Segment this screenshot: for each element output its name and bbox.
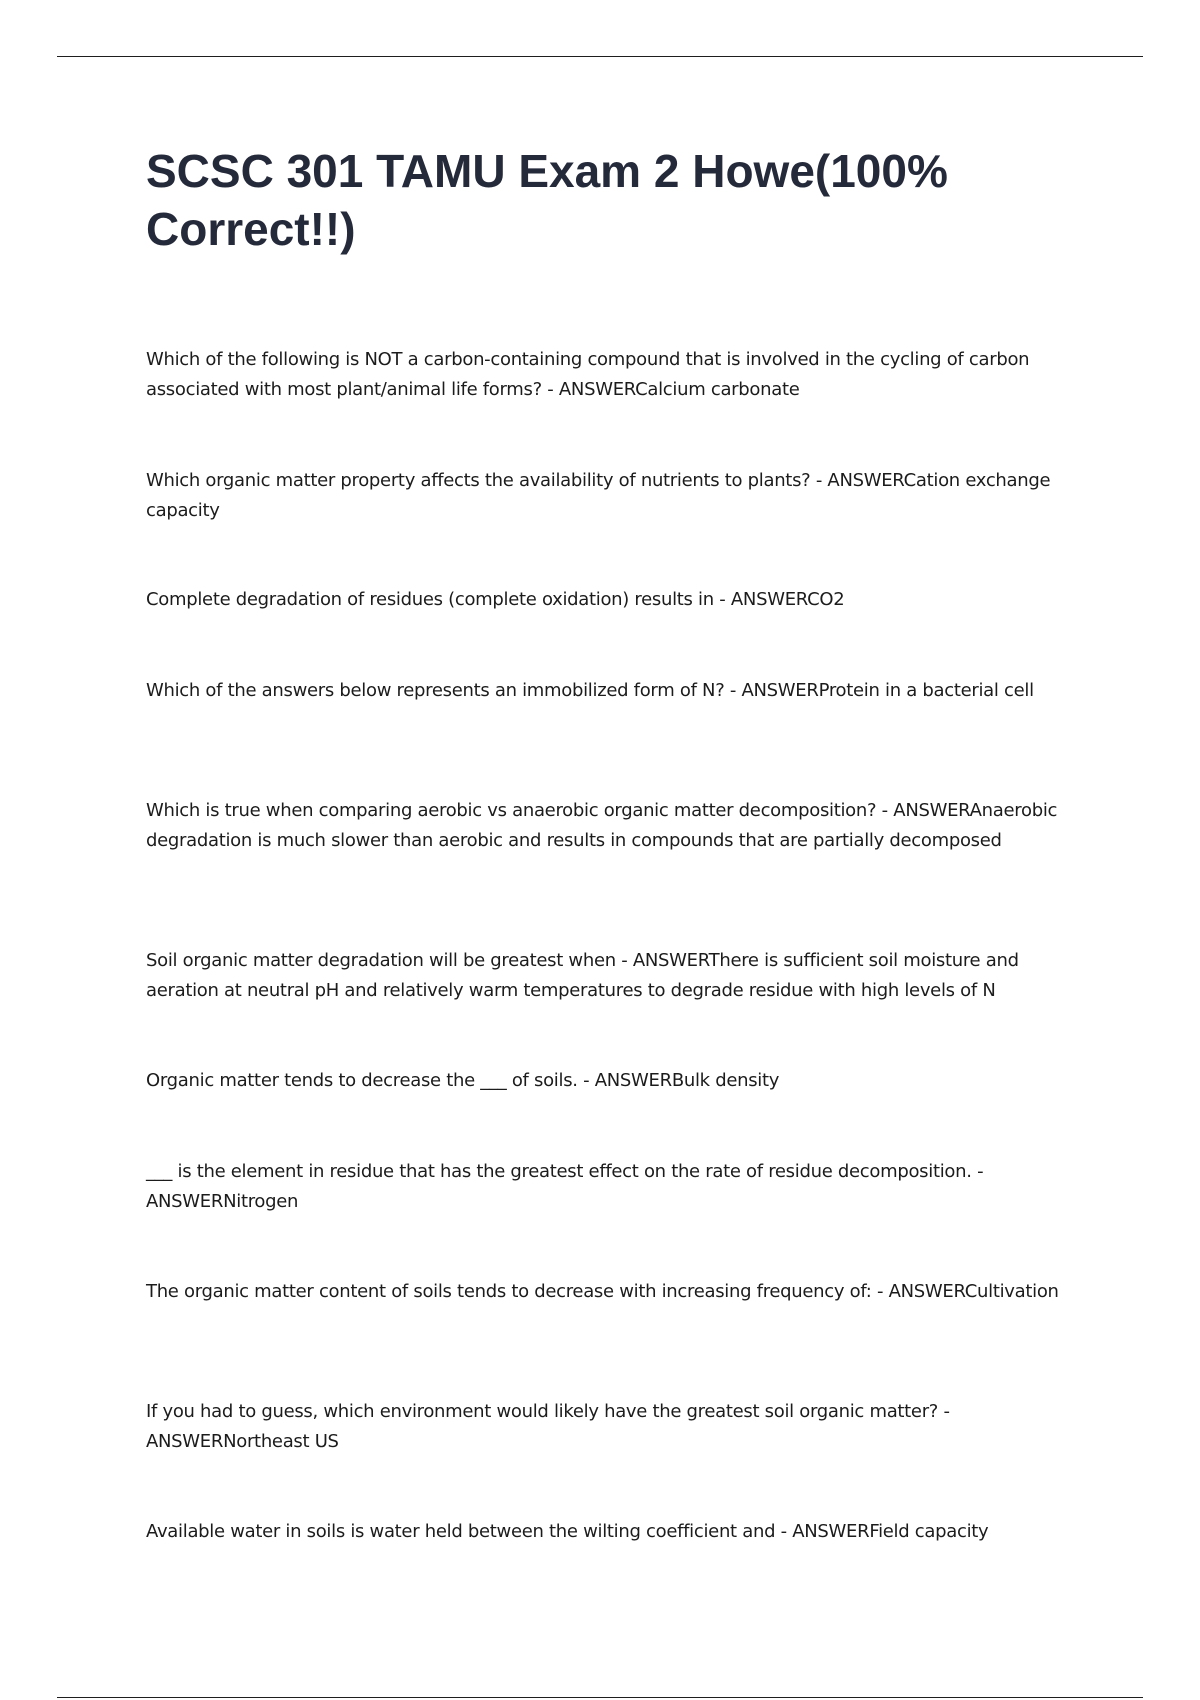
qa-item: ___ is the element in residue that has the greatest effect on the rate of residue decomposition. - ANSWERNitrogen <box>146 1161 984 1212</box>
qa-item: Which of the following is NOT a carbon-containing compound that is involved in the cycling of carbon associated with most plant/animal life forms? - ANSWERCalcium carbonate <box>146 349 1030 400</box>
qa-item: Organic matter tends to decrease the ___ of soils. - ANSWERBulk density <box>146 1070 780 1091</box>
qa-item: Which organic matter property affects the availability of nutrients to plants? - ANSWERCation exchange capacity <box>146 470 1051 521</box>
qa-item: Soil organic matter degradation will be greatest when - ANSWERThere is sufficient soil moisture and aeration at neutral pH and relatively warm temperatures to degrade residue with high levels of N <box>146 950 1019 1001</box>
qa-item: Complete degradation of residues (complete oxidation) results in - ANSWERCO2 <box>146 589 845 610</box>
qa-item: Which is true when comparing aerobic vs anaerobic organic matter decomposition? - ANSWERAnaerobic degradation is much slower than aerobic and results in compounds that are partially decomposed <box>146 800 1058 851</box>
header-divider <box>57 56 1143 57</box>
qa-item: Which of the answers below represents an immobilized form of N? - ANSWERProtein in a bacterial cell <box>146 680 1034 701</box>
qa-item: The organic matter content of soils tends to decrease with increasing frequency of: - ANSWERCultivation <box>146 1281 1059 1302</box>
document-title: SCSC 301 TAMU Exam 2 Howe(100% Correct!!) <box>146 145 948 255</box>
qa-item: If you had to guess, which environment would likely have the greatest soil organic matter? - ANSWERNortheast US <box>146 1401 950 1452</box>
qa-item: Available water in soils is water held between the wilting coefficient and - ANSWERField capacity <box>146 1521 989 1542</box>
footer-divider <box>57 1697 1143 1698</box>
